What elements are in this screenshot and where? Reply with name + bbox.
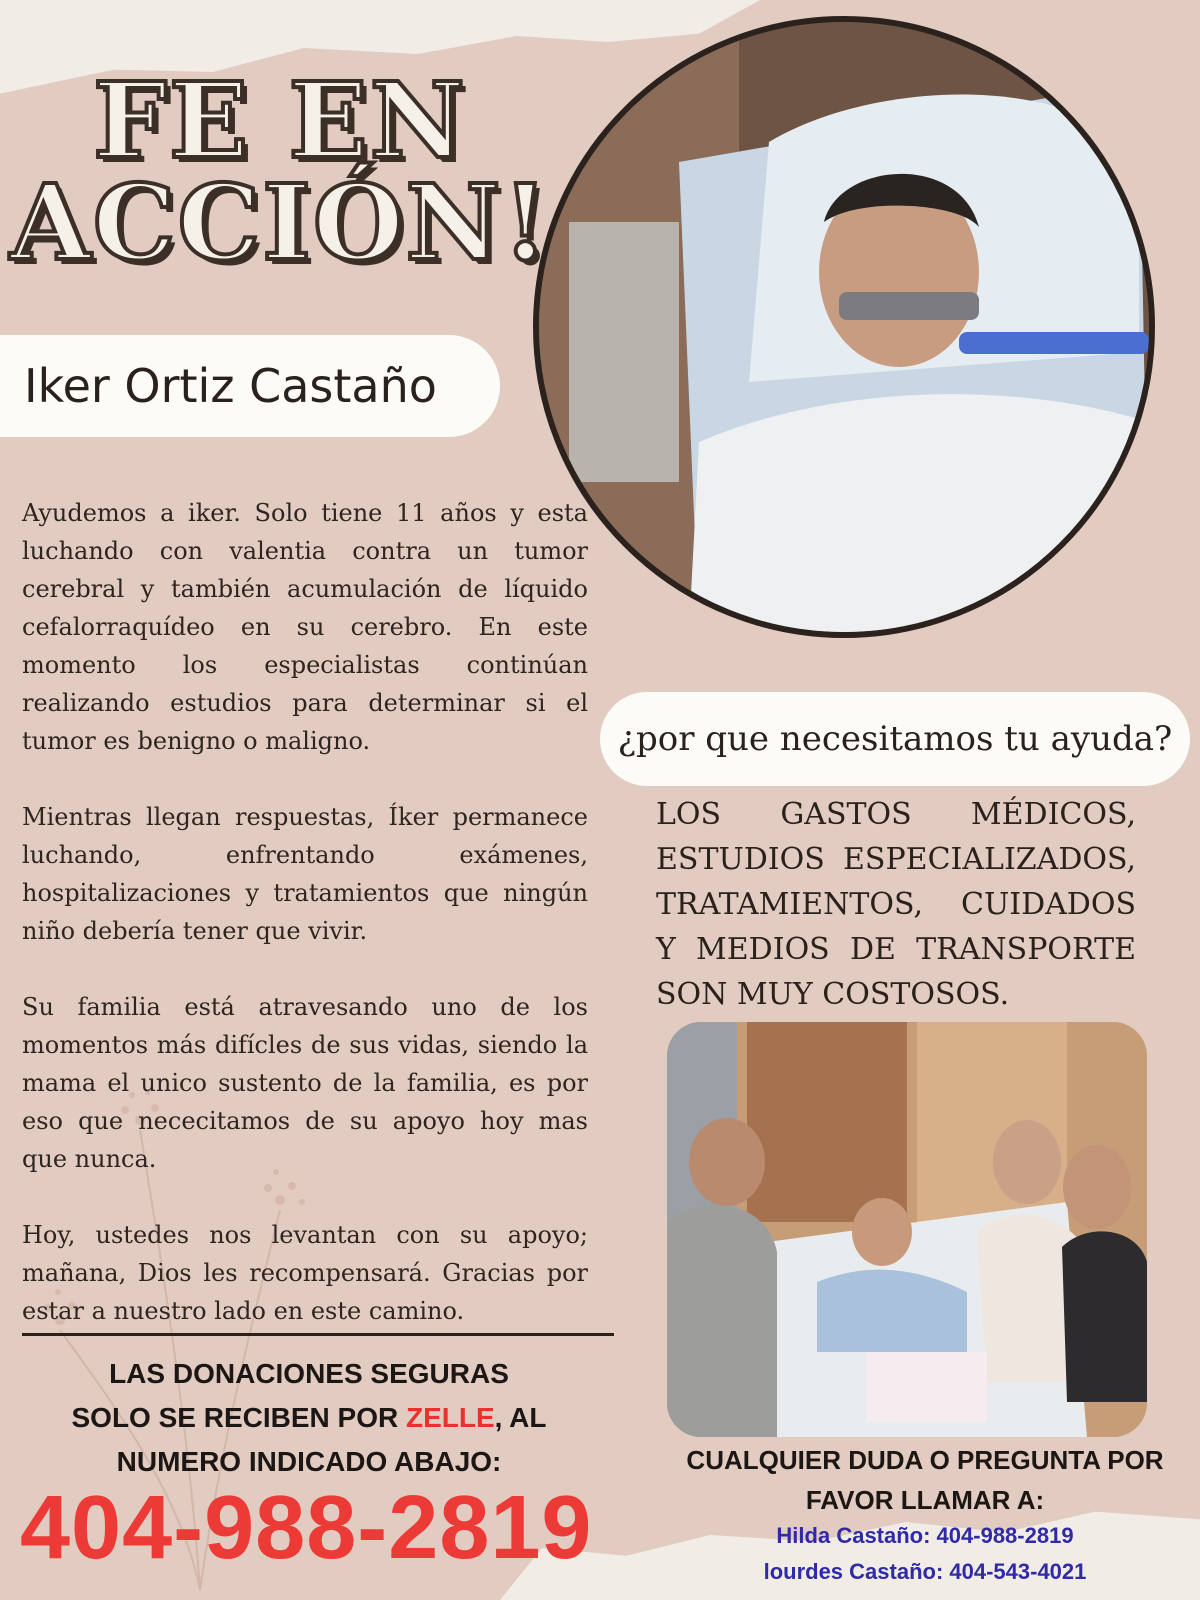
why-help-heading xyxy=(600,692,1190,786)
contact-lourdes: lourdes Castaño: 404-543-4021 xyxy=(763,1559,1087,1584)
story-paragraph-4: Hoy, ustedes nos levantan con su apoyo; mañana, Dios les recompensará. Gracias por estar a nuestro lado en este camino. xyxy=(22,1221,588,1325)
donation-note xyxy=(22,1352,596,1484)
donation-line-2 xyxy=(22,1396,596,1440)
donation-phone-number: 404-988-2819 xyxy=(20,1478,593,1578)
headline-line-1: FE EN xyxy=(93,59,467,182)
why-help-text: ¿por que necesitamos tu ayuda? xyxy=(617,719,1173,759)
hospital-bed-photo-illustration xyxy=(539,22,1149,632)
donation-line-1: LAS DONACIONES SEGURAS xyxy=(109,1358,509,1389)
family-photo xyxy=(667,1022,1147,1437)
family-photo-illustration xyxy=(667,1022,1147,1437)
contact-hilda: Hilda Castaño: 404-988-2819 xyxy=(776,1523,1074,1548)
contact-heading-line-2: FAVOR LLAMAR A: xyxy=(805,1485,1045,1515)
costs-text: LOS GASTOS MÉDICOS, ESTUDIOS ESPECIALIZADOS, TRATAMIENTOS, CUIDADOS Y MEDIOS DE TRANSPORTE SON MUY COSTOSOS. xyxy=(656,797,1136,1012)
contact-heading-line-1: CUALQUIER DUDA O PREGUNTA POR xyxy=(686,1445,1164,1475)
story-paragraph-1: Ayudemos a iker. Solo tiene 11 años y esta luchando con valentia contra un tumor cerebral y también acumulación de líquido cefalorraquídeo en su cerebro. En este momento los especialistas continúan realizando estudios para determinar si el tumor es benigno o maligno. xyxy=(22,499,588,755)
donation-line-2-pre: SOLO SE RECIBEN POR xyxy=(71,1402,406,1433)
contact-heading xyxy=(660,1440,1190,1520)
story-text xyxy=(22,494,588,1330)
patient-name-label xyxy=(0,335,500,437)
donation-line-2-post: , AL xyxy=(494,1402,547,1433)
story-paragraph-3: Su familia está atravesando uno de los momentos más difícles de sus vidas, siendo la mama el unico sustento de la familia, es por eso que nececitamos de su apoyo hoy mas que nunca. xyxy=(22,993,588,1173)
patient-name-text: Iker Ortiz Castaño xyxy=(24,359,437,413)
donation-line-3: NUMERO INDICADO ABAJO: xyxy=(116,1446,502,1477)
section-divider xyxy=(22,1333,614,1336)
zelle-label: ZELLE xyxy=(405,1402,495,1433)
headline-line-2: ACCIÓN! xyxy=(10,161,551,284)
story-paragraph-2: Mientras llegan respuestas, Íker permanece luchando, enfrentando exámenes, hospitalizaciones y tratamientos que ningún niño debería tener que vivir. xyxy=(22,803,588,945)
hospital-bed-photo xyxy=(533,16,1155,638)
headline xyxy=(10,59,551,284)
